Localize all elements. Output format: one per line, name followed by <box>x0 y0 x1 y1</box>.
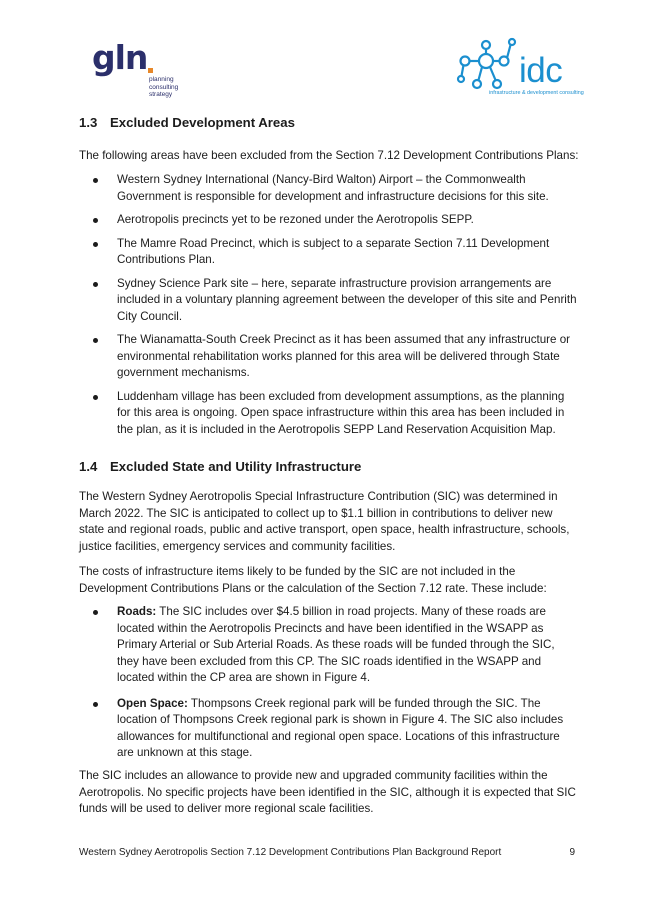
sic-paragraph: The Western Sydney Aerotropolis Special Infrastructure Contribution (SIC) was determined in March 2022. The SIC is anticipated to collect up to $1.1 billion in contributions to deliver new state and regional roads, public and active transport, open space, health infrastructure, schools, justice facilities, emergency services and community facilities. <box>79 490 570 553</box>
gln-logo-word: gln <box>92 38 148 77</box>
section-number: 1.3 <box>79 115 98 130</box>
idc-logo-tagline: infrastructure & development consulting <box>489 90 584 96</box>
footer-title: Western Sydney Aerotropolis Section 7.12 Development Contributions Plan Background Report <box>79 847 502 858</box>
section-1-4-heading <box>79 458 361 476</box>
section-1-3-heading <box>79 114 295 132</box>
sic-costs-paragraph: The costs of infrastructure items likely to be funded by the SIC are not included in the Development Contributions Plans or the calculation of the Section 7.12 rate. These include: <box>79 565 547 595</box>
list-item: Western Sydney International (Nancy-Bird Walton) Airport – the Commonwealth Government is responsible for development and infrastructure decisions for this site. <box>79 172 579 205</box>
sic-items-list <box>79 604 579 771</box>
list-item-lead: Open Space: <box>117 696 188 710</box>
list-item-text: Thompsons Creek regional park will be funded through the SIC. The location of Thompsons Creek regional park is shown in Figure 4. The SIC also includes allowances for multifunctional and regional open space. Locations of this infrastructure are unknown at this stage. <box>117 696 564 759</box>
list-item-open-space <box>79 696 579 762</box>
section-title: Excluded Development Areas <box>110 115 295 130</box>
excluded-areas-list <box>79 172 579 445</box>
list-item-lead: Roads: <box>117 605 157 618</box>
idc-logo <box>455 37 584 103</box>
list-item-roads <box>79 604 579 687</box>
gln-logo-tagline: planning consulting strategy <box>149 76 179 98</box>
community-facilities-paragraph: The SIC includes an allowance to provide new and upgraded community facilities within the Aerotropolis. No specific projects have been identified in the SIC, although it is expected that SIC funds will be used to deliver more regional scale facilities. <box>79 769 576 815</box>
gln-logo <box>92 38 202 104</box>
page-footer <box>79 846 575 859</box>
section-title: Excluded State and Utility Infrastructure <box>110 459 362 474</box>
gln-logo-dot <box>148 68 153 73</box>
list-item: Aerotropolis precincts yet to be rezoned under the Aerotropolis SEPP. <box>79 212 579 229</box>
section-1-3-intro: The following areas have been excluded from the Section 7.12 Development Contributions Plans: <box>79 149 579 162</box>
idc-logo-word: idc <box>519 51 563 90</box>
list-item: Sydney Science Park site – here, separate infrastructure provision arrangements are included in a voluntary planning agreement between the developer of this site and Penrith City Council. <box>79 276 579 326</box>
list-item: Luddenham village has been excluded from development assumptions, as the planning for this area is ongoing. Open space infrastructure within this area has been included in the plan, as it is included in the Aerotropolis SEPP Land Reservation Acquisition Map. <box>79 389 579 439</box>
list-item: The Mamre Road Precinct, which is subject to a separate Section 7.11 Development Contributions Plan. <box>79 236 579 269</box>
list-item: The Wianamatta-South Creek Precinct as it has been assumed that any infrastructure or environmental rehabilitation works planned for this area will be delivered through State government mechanisms. <box>79 332 579 382</box>
section-number: 1.4 <box>79 459 98 474</box>
page-number: 9 <box>569 847 575 858</box>
list-item-text: The SIC includes over $4.5 billion in road projects. Many of these roads are located within the Aerotropolis Precincts and have been identified in the WSAPP as Primary Arterial or Sub Arterial Roads. As these roads will be funded through the SIC, they have been excluded from this CP. The SIC roads identified in the WSAPP and located within the CP area are shown in Figure 4. <box>117 605 555 684</box>
